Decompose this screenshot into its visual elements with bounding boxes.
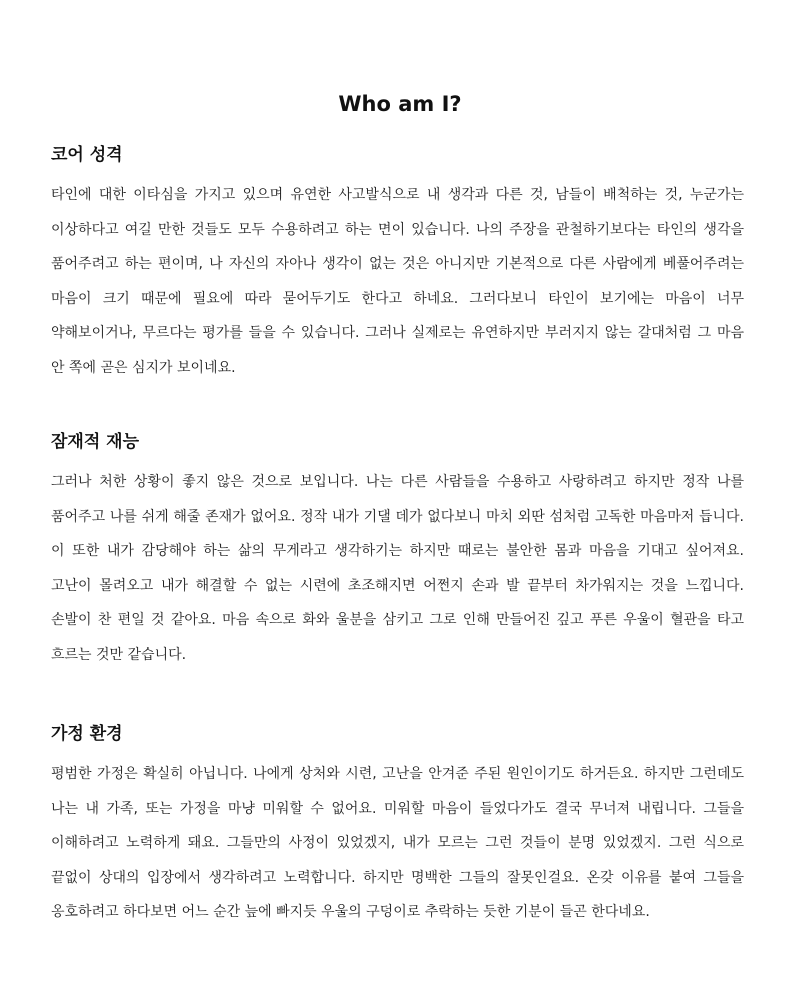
section-body: 그러나 처한 상황이 좋지 않은 것으로 보입니다. 나는 다른 사람들을 수용하고 사랑하려고 하지만 정작 나를 품어주고 나를 쉬게 해줄 존재가 없어요. 정작 내가 기댈 데가 없다보니 마치 외딴 섬처럼 고독한 마음마저 듭니다. 이 또한 내가 감당해야 하는 삶의 무게라고 생각하기는 하지만 때로는 불안한 몸과 마음을 기대고 싶어져요. 고난이 몰려오고 내가 해결할 수 없는 시련에 초조해지면 어쩐지 손과 발 끝부터 차가워지는 것을 느낍니다. 손발이 찬 편일 것 같아요. 마음 속으로 화와 울분을 삼키고 그로 인해 만들어진 깊고 푸른 우울이 혈관을 타고 흐르는 것만 같습니다. [51,474,744,663]
section-body: 평범한 가정은 확실히 아닙니다. 나에게 상처와 시련, 고난을 안겨준 주된 원인이기도 하거든요. 하지만 그런데도 나는 내 가족, 또는 가정을 마냥 미워할 수 없어요. 미워할 마음이 들었다가도 결국 무너져 내립니다. 그들을 이해하려고 노력하게 돼요. 그들만의 사정이 있었겠지, 내가 모르는 그런 것들이 분명 있었겠지. 그런 식으로 끝없이 상대의 입장에서 생각하려고 노력합니다. 하지만 명백한 그들의 잘못인걸요. 온갖 이유를 붙여 그들을 옹호하려고 하다보면 어느 순간 늪에 빠지듯 우울의 구덩이로 추락하는 듯한 기분이 들곤 한다네요. [51,766,744,920]
section-heading: 잠재적 재능 [51,432,140,452]
section-heading: 가정 환경 [51,724,123,744]
section-core-personality [51,142,744,385]
section-family-environment [51,721,744,930]
section-body: 타인에 대한 이타심을 가지고 있으며 유연한 사고발식으로 내 생각과 다른 것, 남들이 배척하는 것, 누군가는 이상하다고 여길 만한 것들도 모두 수용하려고 하는 면이 있습니다. 나의 주장을 관철하기보다는 타인의 생각을 품어주려고 하는 편이며, 나 자신의 자아나 생각이 없는 것은 아니지만 기본적으로 다른 사람에게 베풀어주려는 마음이 크기 때문에 필요에 따라 묻어두기도 한다고 하네요. 그러다보니 타인이 보기에는 마음이 너무 약해보이거나, 무르다는 평가를 들을 수 있습니다. 그러나 실제로는 유연하지만 부러지지 않는 갈대처럼 그 마음 안 쪽에 곧은 심지가 보이네요. [51,187,744,376]
page-title: Who am I? [338,92,462,117]
section-potential-talent [51,429,744,672]
section-heading: 코어 성격 [51,145,123,165]
